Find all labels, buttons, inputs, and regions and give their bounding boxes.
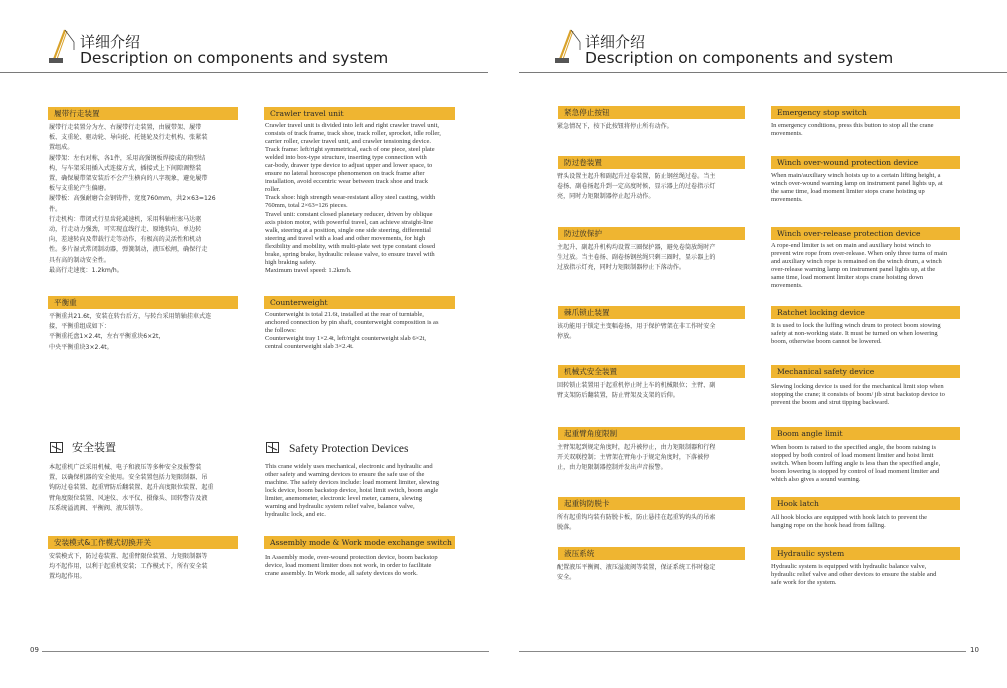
page-title-cn-left: 详细介绍 bbox=[80, 33, 141, 51]
text-ratchet-en: It is used to lock the luffing winch drum to protect boom stowing safety at non-working state. It must be turned on when lowering boom, otherwise boom cannot be lowered. bbox=[771, 322, 941, 346]
section-text-mode-cn: 安装模式下，防过卷装置、起重臂限位装置、力矩限制器等 均不起作用，以利于起重机安装；工作模式下，所有安全装 置均起作用。 bbox=[49, 553, 208, 581]
header-rule-left bbox=[0, 72, 488, 73]
header-rule-right bbox=[519, 72, 1007, 73]
text-boomangle-cn: 主臂架起到规定角度时，起升被停止，由力矩限制器和行程 开关双联控制；主臂架在臂角小于规定角度时，下落被停 止，由力矩限制器控制并发出声音报警。 bbox=[557, 444, 716, 472]
text-emergency-en: In emergency conditions, press this button to stop all the crane movements. bbox=[771, 122, 934, 138]
text-boomangle-en: When boom is raised to the specified angle, the boom raising is stopped by both control of load moment limiter and hoist limit switch. When boom luffing angle is less than the specified angle, boom lowering is stopped by control of load moment limiter and which also gives a sound warning. bbox=[771, 444, 941, 484]
footer-rule-left bbox=[42, 651, 489, 652]
text-hooklatch-cn: 所有起重钩均装有防脱卡板，防止悬挂在起重钩钩头的吊索 脱落。 bbox=[557, 514, 716, 532]
text-overwound-cn: 臂头设置主起升和副起升过卷装置，防止钢丝绳过卷。当主 卷扬、副卷扬起升到一定高度时候，显示器上的过卷指示灯 亮，同时力矩限制器停止起升动作。 bbox=[557, 173, 716, 201]
section-text-crawler-cn: 履带行走装置分为左、右履带行走装置，由履带架、履带 板、支重轮、驱动轮、导向轮、托链轮及行走机构、张紧装 置组成。 履带架：左右对称，各1件，采用高强钢板焊接成的箱型结 构，与车架采用插入式连接方式，插接式上下间隙调整装 置，确保履带架安装后不会产生横向的八字现象，避免履带 板与支重轮产生偏磨。 履带板：高强耐磨合金钢铸件，宽度760mm，共2×63=126 件。 行走机构：带闭式行星齿轮减速机，采用科轴柱塞马达驱 动，行走动力强劲，可实现直线行走、原地转向、单边转 向，差速转向及带载行走等动作，有极高的灵活性和机动 性。多片湿式常闭制动器，弹簧制动，液压松闸，确保行走 具有高的制动安全性。 最高行走速度：1.2km/h。 bbox=[49, 124, 216, 274]
heading-overwound-cn: 防过卷装置 bbox=[558, 156, 745, 169]
text-ratchet-cn: 该功能用于锁定主变幅卷扬，用于保护臂架在非工作时安全 停放。 bbox=[557, 323, 716, 341]
safety-title-en: Safety Protection Devices bbox=[289, 443, 409, 455]
crane-logo-icon bbox=[553, 28, 583, 64]
page-title-cn-right: 详细介绍 bbox=[585, 33, 646, 51]
section-heading-counterweight-en: Counterweight bbox=[264, 296, 455, 309]
text-hooklatch-en: All hook blocks are equipped with hook latch to prevent the hanging rope on the hook head from falling. bbox=[771, 514, 927, 530]
heading-hydraulic-cn: 液压系统 bbox=[558, 547, 745, 560]
heading-overrelease-en: Winch over-release protection device bbox=[771, 227, 960, 240]
heading-hooklatch-cn: 起重钩防脱卡 bbox=[558, 497, 745, 510]
section-heading-crawler-cn: 履带行走装置 bbox=[48, 107, 238, 120]
book-icon bbox=[266, 442, 279, 453]
heading-hooklatch-en: Hook latch bbox=[771, 497, 960, 510]
crane-logo-icon bbox=[47, 28, 77, 64]
section-text-counterweight-cn: 平衡重共21.6t，安装在转台后方，与转台采用销轴挂車式连 接，平衡重组成如下： 平衡重托盘1×2.4t，左右平衡重块6×2t， 中央平衡重块3×2.4t。 bbox=[49, 313, 212, 351]
text-hydraulic-en: Hydraulic system is equipped with hydraulic balance valve, hydraulic relief valve and other devices to ensure the stable and safe work for the system. bbox=[771, 563, 937, 587]
heading-boomangle-cn: 起重臂角度限制 bbox=[558, 427, 745, 440]
section-text-mode-en: In Assembly mode, over-wound protection device, boom backstop device, load moment limiter does not work, in order to facilitate crane assembly. In Work mode, all safety devices do work. bbox=[265, 554, 438, 578]
text-overrelease-cn: 主起升、副起升机构均设置三圈保护器，避免卷筒放绳时产 生过放。当主卷扬、副卷扬钢丝绳只剩三圈时，显示器上的 过放指示灯亮，同时力矩限制器停止下落动作。 bbox=[557, 244, 716, 272]
text-mechanical-cn: 回转锁止装置用于起重机停止时上车的机械限位；主臂、副 臂支架防后翻装置，防止臂架及支架的后仰。 bbox=[557, 382, 716, 400]
footer-rule-right bbox=[519, 651, 966, 652]
page-number-left: 09 bbox=[30, 646, 39, 654]
text-overrelease-en: A rope-end limiter is set on main and auxiliary hoist winch to prevent wire rope from over-release. When only three turns of main and auxiliary winch rope is remained on the winch drum, a winch over-release warning lamp on instrument panel lights up, at the same time, load moment limiter stops crane hoisting down movements. bbox=[771, 242, 948, 290]
heading-mechanical-cn: 机械式安全装置 bbox=[558, 365, 745, 378]
heading-overwound-en: Winch over-wound protection device bbox=[771, 156, 960, 169]
section-heading-crawler-en: Crawler travel unit bbox=[264, 107, 455, 120]
section-heading-counterweight-cn: 平衡重 bbox=[48, 296, 238, 309]
heading-ratchet-en: Ratchet locking device bbox=[771, 306, 960, 319]
heading-emergency-cn: 紧急停止按钮 bbox=[558, 106, 745, 119]
text-emergency-cn: 紧急情况下，按下此按钮将停止所有动作。 bbox=[557, 123, 673, 130]
section-text-counterweight-en: Counterweight is total 21.6t, installed at the rear of turntable, anchored connection by pin shaft, counterweight composition is as the follows: Counterweight tray 1×2.4t, left/right counterweight slab 6×2t, central counterweight slab 3×2.4t. bbox=[265, 311, 439, 351]
heading-hydraulic-en: Hydraulic system bbox=[771, 547, 960, 560]
page-title-en-left: Description on components and system bbox=[80, 49, 389, 67]
page-number-right: 10 bbox=[970, 646, 979, 654]
heading-emergency-en: Emergency stop switch bbox=[771, 106, 960, 119]
safety-title-cn: 安全装置 bbox=[72, 441, 116, 454]
text-overwound-en: When main/auxiliary winch hoists up to a certain lifting height, a winch over-wound warning lamp on instrument panel lights up, at the same time, load moment limiter stops crane hoisting up movements. bbox=[771, 172, 943, 204]
text-mechanical-en: Slewing locking device is used for the mechanical limit stop when stopping the crane; it consists of boom/ jib strut backstop device to prevent the boom and strut tipping backward. bbox=[771, 383, 945, 407]
heading-mechanical-en: Mechanical safety device bbox=[771, 365, 960, 378]
heading-ratchet-cn: 棘爪锁止装置 bbox=[558, 306, 745, 319]
section-heading-mode-en: Assembly mode & Work mode exchange switch bbox=[264, 536, 455, 549]
safety-text-cn: 本起重机广泛采用机械、电子和液压等多种安全及报警装 置，以确保机器的安全使用。安全装置包括力矩限制器、吊 钩防过卷装置、起重臂防后翻装置、起升高度限位装置、起重 臂角度限位装置、风速仪、水平仪、摄像头、回转警告及液 压系统溢流阀、平衡阀、液压锁等。 bbox=[49, 464, 214, 512]
section-heading-mode-cn: 安装模式&工作模式切换开关 bbox=[48, 536, 238, 549]
section-text-crawler-en: Crawler travel unit is divided into left and right crawler travel unit, consists of track frame, track shoe, track roller, sprocket, idle roller, carrier roller, crawler travel unit, and crawler tensioning device. Track frame: left/right symmetrical, each of one piece, steel plate welded into box-type structure, inserting type connection with car-body, drawer type device to adjust upper and lower space, to ensure no lateral horoscope phenomenon on track frame after installation, avoid eccentric wear between track shoe and track roller. Track shoe: high strength wear-resistant alloy steel casting, width 760mm, total 2×63=126 pieces. Travel unit: constant closed planetary reducer, driven by oblique axis piston motor, with powerful travel, can achieve straight-line walk, steering at a position, single one side steering, differential steering and travel with a load and other movements, for high flexibility and mobility, with multi-plate wet type constant closed brake, spring brake, hydraulic release valve, to ensure travel with high braking safety. Maximum travel speed: 1.2km/h. bbox=[265, 122, 441, 274]
book-icon bbox=[50, 442, 63, 453]
page-title-en-right: Description on components and system bbox=[585, 49, 894, 67]
safety-text-en: This crane widely uses mechanical, electronic and hydraulic and other safety and warning devices to ensure the safe use of the machine. The safety devices include: load moment limiter, slewing lock device, boom backstop device, hoist limit switch, boom angle limiter, anemometer, electronic level meter, camera, slewing warning and hydraulic system relief valve, balance valve, hydraulic lock, and etc. bbox=[265, 463, 439, 519]
heading-overrelease-cn: 防过放保护 bbox=[558, 227, 745, 240]
text-hydraulic-cn: 配置液压平衡阀、液压溢流阀等装置，保证系统工作时稳定 安全。 bbox=[557, 564, 716, 582]
heading-boomangle-en: Boom angle limit bbox=[771, 427, 960, 440]
